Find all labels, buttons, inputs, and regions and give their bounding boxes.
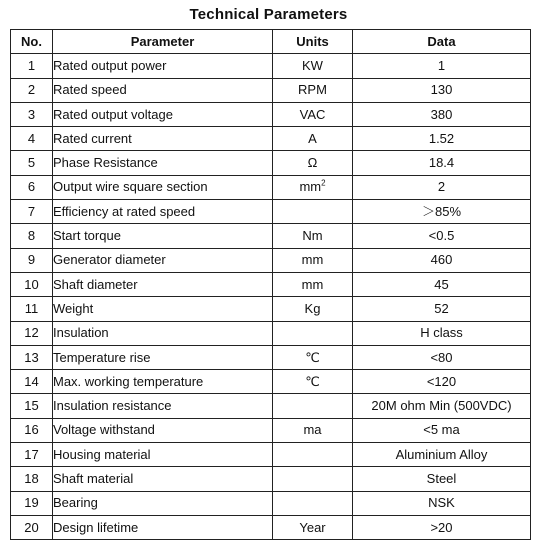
cell-units [273, 321, 353, 345]
cell-data: 460 [353, 248, 531, 272]
cell-data: >20 [353, 515, 531, 539]
unit-text: A [308, 130, 317, 146]
cell-parameter: Temperature rise [53, 345, 273, 369]
cell-data: 45 [353, 272, 531, 296]
table-row [11, 127, 531, 151]
technical-parameters-table [10, 29, 531, 540]
unit-text: ℃ [305, 373, 320, 389]
cell-data: 380 [353, 102, 531, 126]
table-row [11, 467, 531, 491]
cell-units [273, 175, 353, 199]
cell-units [273, 224, 353, 248]
unit-text: mm [301, 252, 324, 268]
cell-units [273, 297, 353, 321]
cell-no: 5 [11, 151, 53, 175]
cell-units [273, 54, 353, 78]
table-row [11, 443, 531, 467]
table-row [11, 345, 531, 369]
cell-no: 18 [11, 467, 53, 491]
cell-parameter: Shaft diameter [53, 272, 273, 296]
unit-text: Year [299, 519, 326, 535]
cell-no: 1 [11, 54, 53, 78]
cell-units [273, 394, 353, 418]
unit-superscript: 2 [321, 179, 326, 189]
cell-data: 1 [353, 54, 531, 78]
cell-units [273, 370, 353, 394]
header-parameter: Parameter [53, 30, 273, 54]
cell-data: Steel [353, 467, 531, 491]
cell-data: H class [353, 321, 531, 345]
cell-no: 2 [11, 78, 53, 102]
cell-data: 130 [353, 78, 531, 102]
cell-no: 7 [11, 200, 53, 224]
table-row [11, 151, 531, 175]
unit-text: KW [302, 57, 323, 73]
cell-data: NSK [353, 491, 531, 515]
unit-text: ma [303, 422, 322, 438]
unit-text: Ω [307, 155, 318, 171]
cell-no: 6 [11, 175, 53, 199]
cell-parameter: Weight [53, 297, 273, 321]
cell-data: 52 [353, 297, 531, 321]
cell-units [273, 151, 353, 175]
cell-units [273, 200, 353, 224]
unit-text: RPM [298, 82, 327, 98]
table-row [11, 175, 531, 199]
cell-units [273, 515, 353, 539]
table-row [11, 297, 531, 321]
cell-data: 18.4 [353, 151, 531, 175]
cell-parameter: Output wire square section [53, 175, 273, 199]
table-row [11, 418, 531, 442]
table-row [11, 200, 531, 224]
cell-parameter: Phase Resistance [53, 151, 273, 175]
table-row [11, 491, 531, 515]
cell-parameter: Bearing [53, 491, 273, 515]
cell-units [273, 345, 353, 369]
cell-units [273, 248, 353, 272]
cell-data: 20M ohm Min (500VDC) [353, 394, 531, 418]
cell-parameter: Rated output voltage [53, 102, 273, 126]
header-units: Units [273, 30, 353, 54]
cell-no: 9 [11, 248, 53, 272]
table-row [11, 102, 531, 126]
cell-data: <0.5 [353, 224, 531, 248]
unit-text: mm [299, 179, 322, 195]
cell-data: <80 [353, 345, 531, 369]
cell-no: 8 [11, 224, 53, 248]
cell-units [273, 467, 353, 491]
header-row [11, 30, 531, 54]
cell-parameter: Design lifetime [53, 515, 273, 539]
unit-text: mm [301, 276, 324, 292]
cell-no: 3 [11, 102, 53, 126]
table-row [11, 272, 531, 296]
table-title: Technical Parameters [189, 6, 348, 23]
cell-parameter: Insulation resistance [53, 394, 273, 418]
table-row [11, 394, 531, 418]
cell-parameter: Rated output power [53, 54, 273, 78]
table-row [11, 248, 531, 272]
unit-text: VAC [299, 106, 326, 122]
header-data: Data [353, 30, 531, 54]
cell-data: <5 ma [353, 418, 531, 442]
cell-units [273, 78, 353, 102]
cell-data: 2 [353, 175, 531, 199]
unit-text: Nm [302, 228, 323, 244]
cell-no: 13 [11, 345, 53, 369]
cell-no: 4 [11, 127, 53, 151]
cell-data: Aluminium Alloy [353, 443, 531, 467]
table-row [11, 78, 531, 102]
unit-text: Kg [304, 300, 321, 316]
cell-units [273, 127, 353, 151]
cell-units [273, 272, 353, 296]
cell-data: ＞85% [353, 200, 531, 224]
cell-parameter: Housing material [53, 443, 273, 467]
cell-no: 20 [11, 515, 53, 539]
cell-no: 19 [11, 491, 53, 515]
cell-units [273, 443, 353, 467]
table-body [11, 54, 531, 540]
header-no: No. [11, 30, 53, 54]
table-row [11, 54, 531, 78]
cell-no: 16 [11, 418, 53, 442]
cell-parameter: Shaft material [53, 467, 273, 491]
cell-units [273, 491, 353, 515]
cell-parameter: Rated current [53, 127, 273, 151]
cell-data: 1.52 [353, 127, 531, 151]
cell-no: 17 [11, 443, 53, 467]
cell-no: 10 [11, 272, 53, 296]
cell-units [273, 418, 353, 442]
cell-parameter: Efficiency at rated speed [53, 200, 273, 224]
cell-no: 11 [11, 297, 53, 321]
cell-no: 15 [11, 394, 53, 418]
unit-text: ℃ [305, 349, 320, 365]
cell-units [273, 102, 353, 126]
cell-parameter: Generator diameter [53, 248, 273, 272]
cell-no: 12 [11, 321, 53, 345]
cell-no: 14 [11, 370, 53, 394]
table-row [11, 321, 531, 345]
cell-parameter: Start torque [53, 224, 273, 248]
cell-parameter: Voltage withstand [53, 418, 273, 442]
table-row [11, 370, 531, 394]
cell-parameter: Max. working temperature [53, 370, 273, 394]
cell-parameter: Insulation [53, 321, 273, 345]
table-row [11, 224, 531, 248]
table-header [11, 30, 531, 54]
cell-parameter: Rated speed [53, 78, 273, 102]
table-row [11, 515, 531, 539]
cell-data: <120 [353, 370, 531, 394]
